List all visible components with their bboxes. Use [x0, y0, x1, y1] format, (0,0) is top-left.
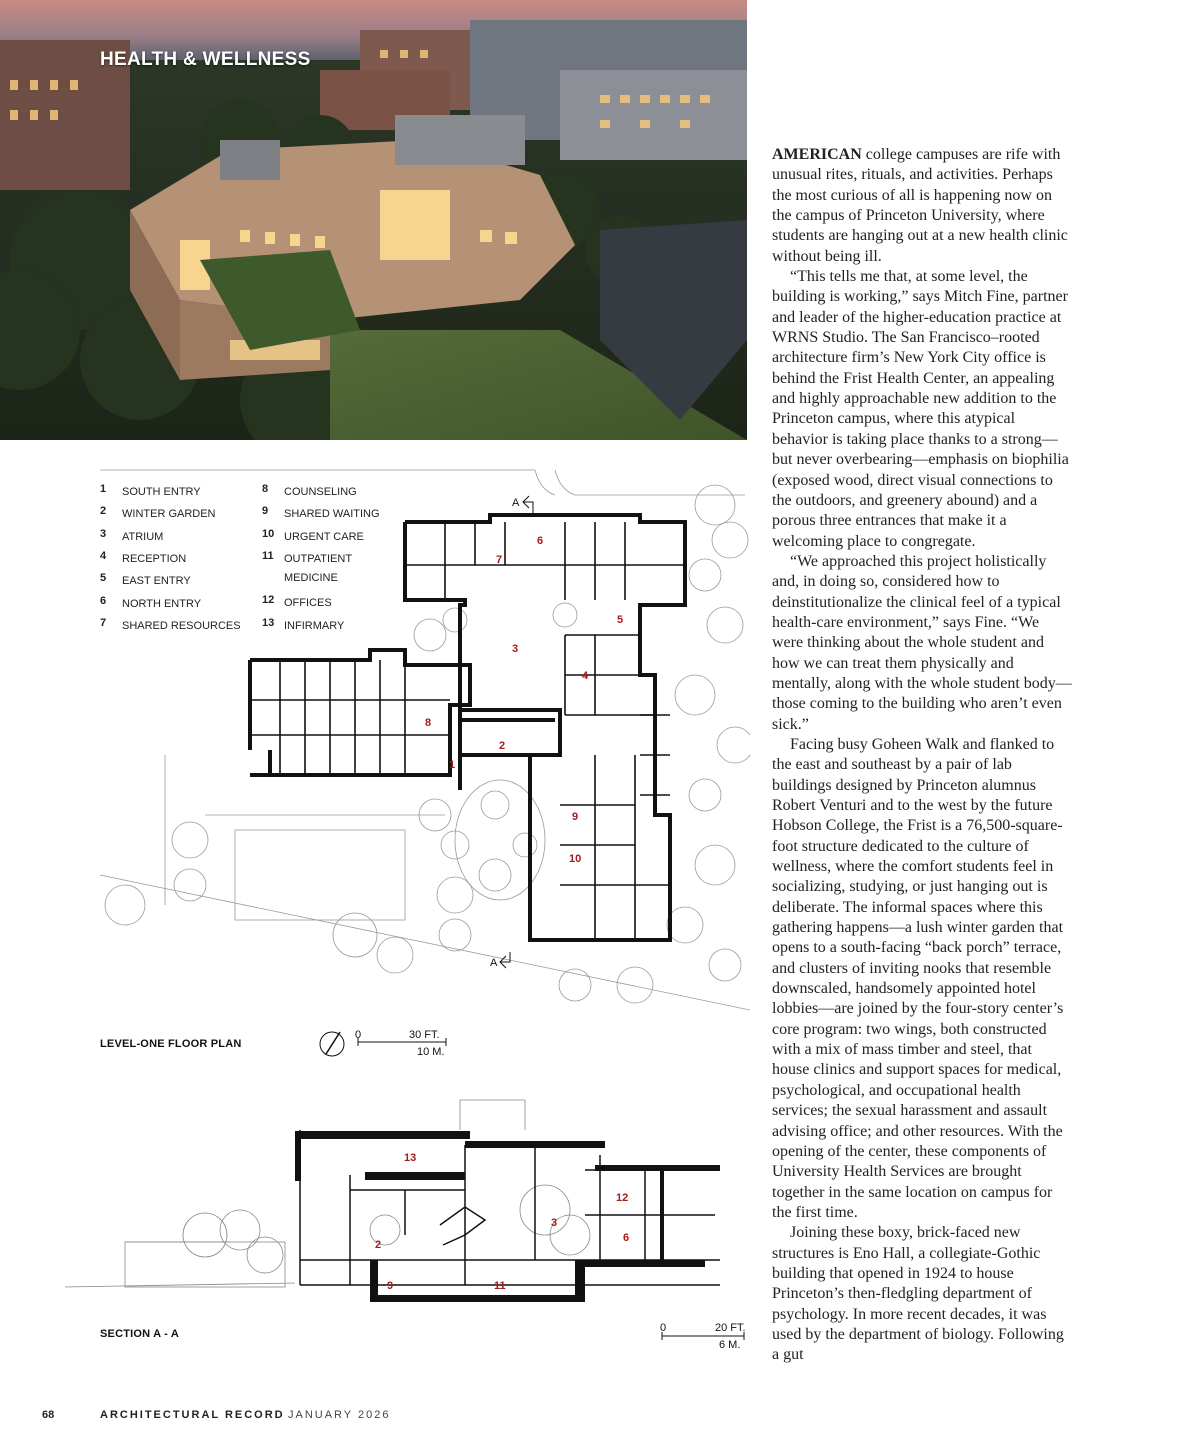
- magazine-name: ARCHITECTURAL RECORD: [100, 1409, 285, 1421]
- paragraph-1: [772, 145, 1072, 267]
- plan-scale-m: 10 M.: [417, 1046, 445, 1058]
- section-label-9: 9: [387, 1280, 394, 1292]
- section-scale-zero: 0: [660, 1322, 667, 1334]
- section-caption: SECTION A - A: [100, 1328, 179, 1340]
- section-drawing: [65, 1095, 750, 1315]
- plan-label-2: 2: [499, 740, 506, 752]
- section-label-6: 6: [623, 1232, 630, 1244]
- section-label-3: 3: [551, 1217, 558, 1229]
- lead-word: AMERICAN: [772, 146, 862, 163]
- paragraph-1-text: college campuses are rife with unusual rites, rituals, and activities. Perhaps the most curious of all is happening now on the campus of Princeton University, where students are hanging out at a new health clinic without being ill.: [772, 146, 1068, 265]
- plan-scale-zero: 0: [355, 1029, 362, 1041]
- section-label-2: 2: [375, 1239, 382, 1251]
- issue-date: JANUARY 2026: [288, 1409, 391, 1421]
- plan-label-10: 10: [569, 853, 582, 865]
- plan-scale-ft: 30 FT.: [409, 1029, 440, 1041]
- section-scale-ft: 20 FT.: [715, 1322, 746, 1334]
- plan-caption: LEVEL-ONE FLOOR PLAN: [100, 1038, 242, 1050]
- plan-label-4: 4: [582, 670, 589, 682]
- section-marker-top: A: [512, 497, 520, 509]
- plan-label-3: 3: [512, 643, 519, 655]
- floor-plan-drawing: [95, 465, 750, 1025]
- plan-label-5: 5: [617, 614, 624, 626]
- section-scale-m: 6 M.: [719, 1339, 741, 1351]
- section-label-13: 13: [404, 1152, 417, 1164]
- page-number: 68: [42, 1409, 55, 1421]
- plan-label-7: 7: [496, 554, 503, 566]
- paragraph-3: “We approached this project holistically and, in doing so, considered how to deinstitutionalize the clinical feel of a typical health-care environment,” says Fine. “We were thinking about the whole student and how we can treat them physically and mentally, along with the whole student body—those coming to the building who aren’t even sick.”: [772, 552, 1072, 733]
- paragraph-2: “This tells me that, at some level, the building is working,” says Mitch Fine, partner and leader of the higher-education practice at WRNS Studio. The San Francisco–rooted architecture firm’s New York City office is behind the Frist Health Center, an appealing and highly approachable new addition to the Princeton campus, where this atypical behavior is taking place thanks to a strong—but never overbearing—emphasis on biophilia (exposed wood, direct visual connections to the outdoors, and greenery abound) and a porous three entrances that make it a welcoming place to congregate.: [772, 268, 1069, 550]
- article-body: [772, 145, 1072, 1366]
- plan-label-6: 6: [537, 535, 544, 547]
- section-label-11: 11: [494, 1280, 506, 1292]
- north-arrow-icon: [326, 1032, 340, 1054]
- hero-photo: [0, 0, 747, 440]
- plan-label-9: 9: [572, 811, 579, 823]
- plan-label-8: 8: [425, 717, 432, 729]
- paragraph-5: Joining these boxy, brick-faced new structures is Eno Hall, a collegiate-Gothic building that opened in 1924 to house Princeton’s then-fledgling department of psychology. In more recent decades, it was used by the department of biology. Following a gut: [772, 1224, 1064, 1364]
- section-marker-bottom: A: [490, 957, 498, 969]
- section-tag: HEALTH & WELLNESS: [100, 49, 311, 70]
- plan-label-1: 1: [449, 759, 456, 771]
- paragraph-4: Facing busy Goheen Walk and flanked to the east and southeast by a pair of lab buildings designed by Princeton alumnus Robert Venturi and to the west by the future Hobson College, the Frist is a 76,500-square-foot structure dedicated to the culture of wellness, where the comfort students feel in socializing, studying, or just hanging out is deliberate. The informal spaces where this gathering happens—a lush winter garden that opens to a south-facing “back porch” terrace, and clusters of inviting nooks that resemble downscaled, handsomely appointed hotel lobbies—are joined by the four-story center’s core program: two wings, both constructed with a mix of mass timber and steel, that house clinics and support spaces for medical, psychological, and occupational health services; the sexual harassment and assault advising office; and other resources. With the opening of the center, these components of University Health Services are brought together in the same location on campus for the first time.: [772, 735, 1064, 1221]
- section-label-12: 12: [616, 1192, 629, 1204]
